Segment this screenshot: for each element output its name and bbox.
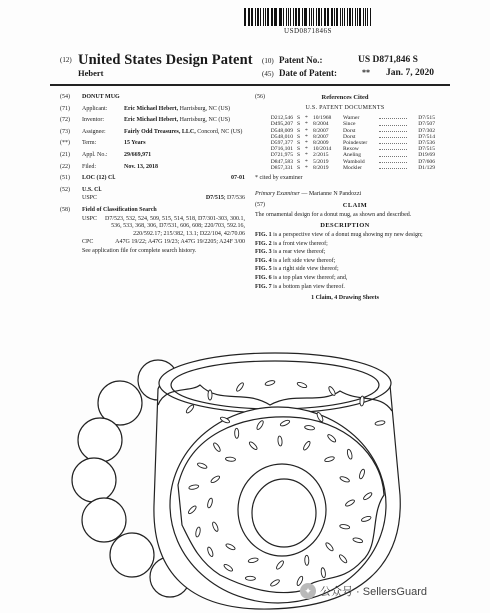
barcode-bar [263, 8, 264, 26]
bib-field: (71) Applicant: Eric Michael Hebert, Harrisburg, NC (US) [60, 105, 231, 112]
field-search-label: Field of Classification Search [82, 206, 157, 213]
donut-mug-drawing [70, 345, 420, 613]
barcode-bar [302, 8, 303, 26]
barcode-bar [336, 8, 338, 26]
barcode-bar [279, 8, 280, 26]
references-title: References Cited [321, 94, 369, 101]
barcode-bar [340, 8, 341, 26]
barcode-bar [311, 8, 313, 26]
sprinkle [245, 576, 255, 580]
bib-field: (54) DONUT MUG [60, 94, 120, 100]
figure-description: FIG. 7 is a bottom plan view thereof. [255, 283, 345, 290]
barcode-bar [251, 8, 253, 26]
barcode-bar [288, 8, 290, 26]
donut-hole-inner [252, 479, 316, 547]
barcode-bar [359, 8, 361, 26]
inid-code-12: (12) [60, 56, 72, 64]
barcode [244, 8, 372, 26]
inid-code-10: (10) [262, 57, 274, 65]
patent-date: Jan. 7, 2020 [386, 68, 435, 78]
barcode-bar [249, 8, 250, 26]
reference-row: D212,546 S * 10/1968 Warner D7/515 [270, 115, 435, 122]
handle-bead [82, 498, 126, 542]
barcode-bar [274, 8, 276, 26]
sprinkle [208, 390, 212, 400]
barcode-bar [357, 8, 358, 26]
loc-label: LOC (12) Cl. [82, 175, 116, 182]
barcode-bar [349, 8, 351, 26]
barcode-bar [290, 8, 291, 26]
figure-description: FIG. 2 is a front view thereof; [255, 240, 328, 247]
barcode-number: USD0871846S [284, 27, 332, 35]
us-cl-label: U.S. Cl. [82, 186, 102, 193]
handle-bead [78, 418, 122, 462]
reference-row: D721,975 S * 2/2015 Aneling D19/69 [270, 152, 435, 159]
barcode-bar [293, 8, 294, 26]
watermark-text: 公众号 · SellersGuard [320, 586, 427, 598]
search-history-note: See application file for complete search history. [82, 247, 197, 254]
references-column: (56) References Cited U.S. PATENT DOCUMENTS D212,546 S * 10/1968 Warner D7/515 D495,207 S * 8/2004 Since D7/507 D548,009 S * 8/2007 Dorst D7/302 D548,010 S * 8/2007 Dorst D7/514 D597,377 S * 8/2009 Poindexter D7/536 D716,101 S * 10/2014 Rexow D7/515 D721,975 S * 2/2015 Aneling D19/69 D847,583 S * 5/2019 Wambold D7/606 D857,331 S * 8/2019 Mockler D1/129 * cited by examiner Primary Examiner — Marianne N Pandozzi (57) CLAIM The ornamental design for a donut mug, as shown and described. DESCRIPTION FIG. 1 is a perspective view of a donut mug showing my new design; FIG. 2 is a front view thereof; FIG. 3 is a rear view thereof; FIG. 4 is a left side view thereof; FIG. 5 is a right side view thereof; FIG. 6 is a top plan view thereof; and, FIG. 7 is a bottom plan view thereof. 1 Claim, 4 Drawing Sheets [255, 94, 435, 302]
bib-field: (21) Appl. No.: 29/669,971 [60, 151, 152, 158]
barcode-bar [344, 8, 346, 26]
primary-examiner: Primary Examiner — Marianne N Pandozzi [255, 190, 362, 197]
barcode-bar [283, 8, 284, 26]
barcode-bar [271, 8, 272, 26]
figure-description: FIG. 1 is a perspective view of a donut mug showing my new design; [255, 231, 423, 238]
barcode-bar [367, 8, 369, 26]
handle-bead [110, 533, 154, 577]
uspc-row: USPC D7/515; D7/536 [82, 195, 245, 202]
reference-row: D548,009 S * 8/2007 Dorst D7/302 [270, 127, 435, 134]
barcode-bar [280, 8, 282, 26]
loc-row: (51) LOC (12) Cl. 07-01 [60, 175, 245, 182]
sprinkle [235, 428, 239, 438]
barcode-bar [355, 8, 356, 26]
figure-descriptions [255, 232, 435, 291]
references-list [255, 115, 435, 171]
barcode-bar [316, 8, 317, 26]
reference-row: D548,010 S * 8/2007 Dorst D7/514 [270, 133, 435, 140]
barcode-bar [342, 8, 343, 26]
handle-bead [72, 458, 116, 502]
barcode-bar [331, 8, 333, 26]
barcode-bar [365, 8, 366, 26]
claim-text: The ornamental design for a donut mug, as shown and described. [255, 211, 412, 218]
bib-field: (72) Inventor: Eric Michael Hebert, Harrisburg, NC (US) [60, 117, 231, 124]
barcode-bar [257, 8, 259, 26]
barcode-bar [328, 8, 329, 26]
uspc-value: D7/515 [205, 195, 224, 202]
barcode-bar [370, 8, 371, 26]
field-search-uspc: USPC D7/523, 532, 524, 509, 515, 514, 518, D7/301-303, 300.1, 536, 533, 368, 306, D7/531, 606, 608; 220/703, 592.16, 220/592.17; 215/382, 13.1; D22/104, 42/70.06 [82, 215, 245, 237]
barcode-bar [327, 8, 328, 26]
reference-row: D857,331 S * 8/2019 Mockler D1/129 [270, 164, 435, 171]
barcode-bar [286, 8, 287, 26]
barcode-bar [255, 8, 256, 26]
figure-description: FIG. 6 is a top plan view thereof; and, [255, 274, 348, 281]
field-search-cpc: CPC A47G 19/22; A47G 19/23; A47G 19/2205; A24F 3/00 [82, 239, 245, 246]
inid-code-45: (45) [262, 70, 274, 78]
us-cl-row: (52) U.S. Cl. [60, 187, 245, 195]
cited-by-examiner-note: * cited by examiner [255, 175, 303, 182]
barcode-bar [347, 8, 348, 26]
figure-description: FIG. 4 is a left side view thereof; [255, 257, 336, 264]
barcode-bar [352, 8, 354, 26]
inid-code-57: (57) [255, 202, 265, 209]
barcode-bar [295, 8, 297, 26]
document-type-title: United States Design Patent [78, 52, 253, 68]
sprinkle [360, 396, 365, 406]
barcode-bar [324, 8, 326, 26]
patent-no-label: Patent No.: [279, 55, 323, 65]
barcode-bar [304, 8, 305, 26]
barcode-bar [321, 8, 322, 26]
barcode-bar [248, 8, 249, 26]
barcode-bar [298, 8, 300, 26]
barcode-bar [334, 8, 335, 26]
bibliographic-column [60, 94, 245, 260]
description-heading: DESCRIPTION [320, 222, 370, 230]
field-search-cpc-values: A47G 19/22; A47G 19/23; A47G 19/2205; A24F 3/00 [115, 239, 245, 246]
barcode-bar [318, 8, 320, 26]
barcode-bar [260, 8, 261, 26]
figure-description: FIG. 3 is a rear view thereof; [255, 249, 326, 256]
barcode-bar [313, 8, 314, 26]
barcode-bar [272, 8, 273, 26]
barcode-bar [244, 8, 246, 26]
patent-number: US D871,846 S [358, 55, 418, 65]
sprinkle [225, 457, 235, 462]
barcode-bar [265, 8, 267, 26]
reference-row: D847,583 S * 5/2019 Wambold D7/606 [270, 158, 435, 165]
figure-description: FIG. 5 is a right side view thereof; [255, 266, 339, 273]
references-subtitle: U.S. PATENT DOCUMENTS [305, 104, 385, 111]
sprinkle [305, 555, 309, 565]
barcode-bar [309, 8, 310, 26]
bib-field: (73) Assignee: Fairly Odd Treasures, LLC, Concord, NC (US) [60, 128, 243, 135]
mug-rim-inner [171, 361, 379, 409]
field-search-uspc-values: D7/523, 532, 524, 509, 515, 514, 518, D7/301-303, 300.1, 536, 533, 368, 306, D7/531, 606, 608; 220/703, 592.16, 220/592.17; 215/382, 13.1; D22/104, 42/70.06 [105, 215, 245, 237]
header-rule [50, 84, 450, 86]
date-label: Date of Patent: [279, 68, 337, 78]
reference-row: D495,207 S * 8/2004 Since D7/507 [270, 121, 435, 128]
bib-field: (**) Term: 15 Years [60, 140, 146, 147]
watermark [300, 583, 427, 599]
wechat-icon: ✦ [300, 583, 316, 599]
claims-summary: 1 Claim, 4 Drawing Sheets [311, 295, 379, 302]
claim-heading: CLAIM [342, 202, 368, 210]
reference-row: D716,101 S * 10/2014 Rexow D7/515 [270, 146, 435, 153]
loc-value: 07-01 [231, 175, 245, 182]
barcode-bar [363, 8, 364, 26]
barcode-bar [267, 8, 269, 26]
barcode-bar [305, 8, 307, 26]
field-search-row: (58) Field of Classification Search [60, 207, 245, 215]
inventor-surname: Hebert [78, 68, 104, 78]
date-marker: ** [362, 68, 370, 77]
bib-field: (22) Filed: Nov. 13, 2018 [60, 163, 159, 170]
reference-row: D597,377 S * 8/2009 Poindexter D7/536 [270, 140, 435, 146]
